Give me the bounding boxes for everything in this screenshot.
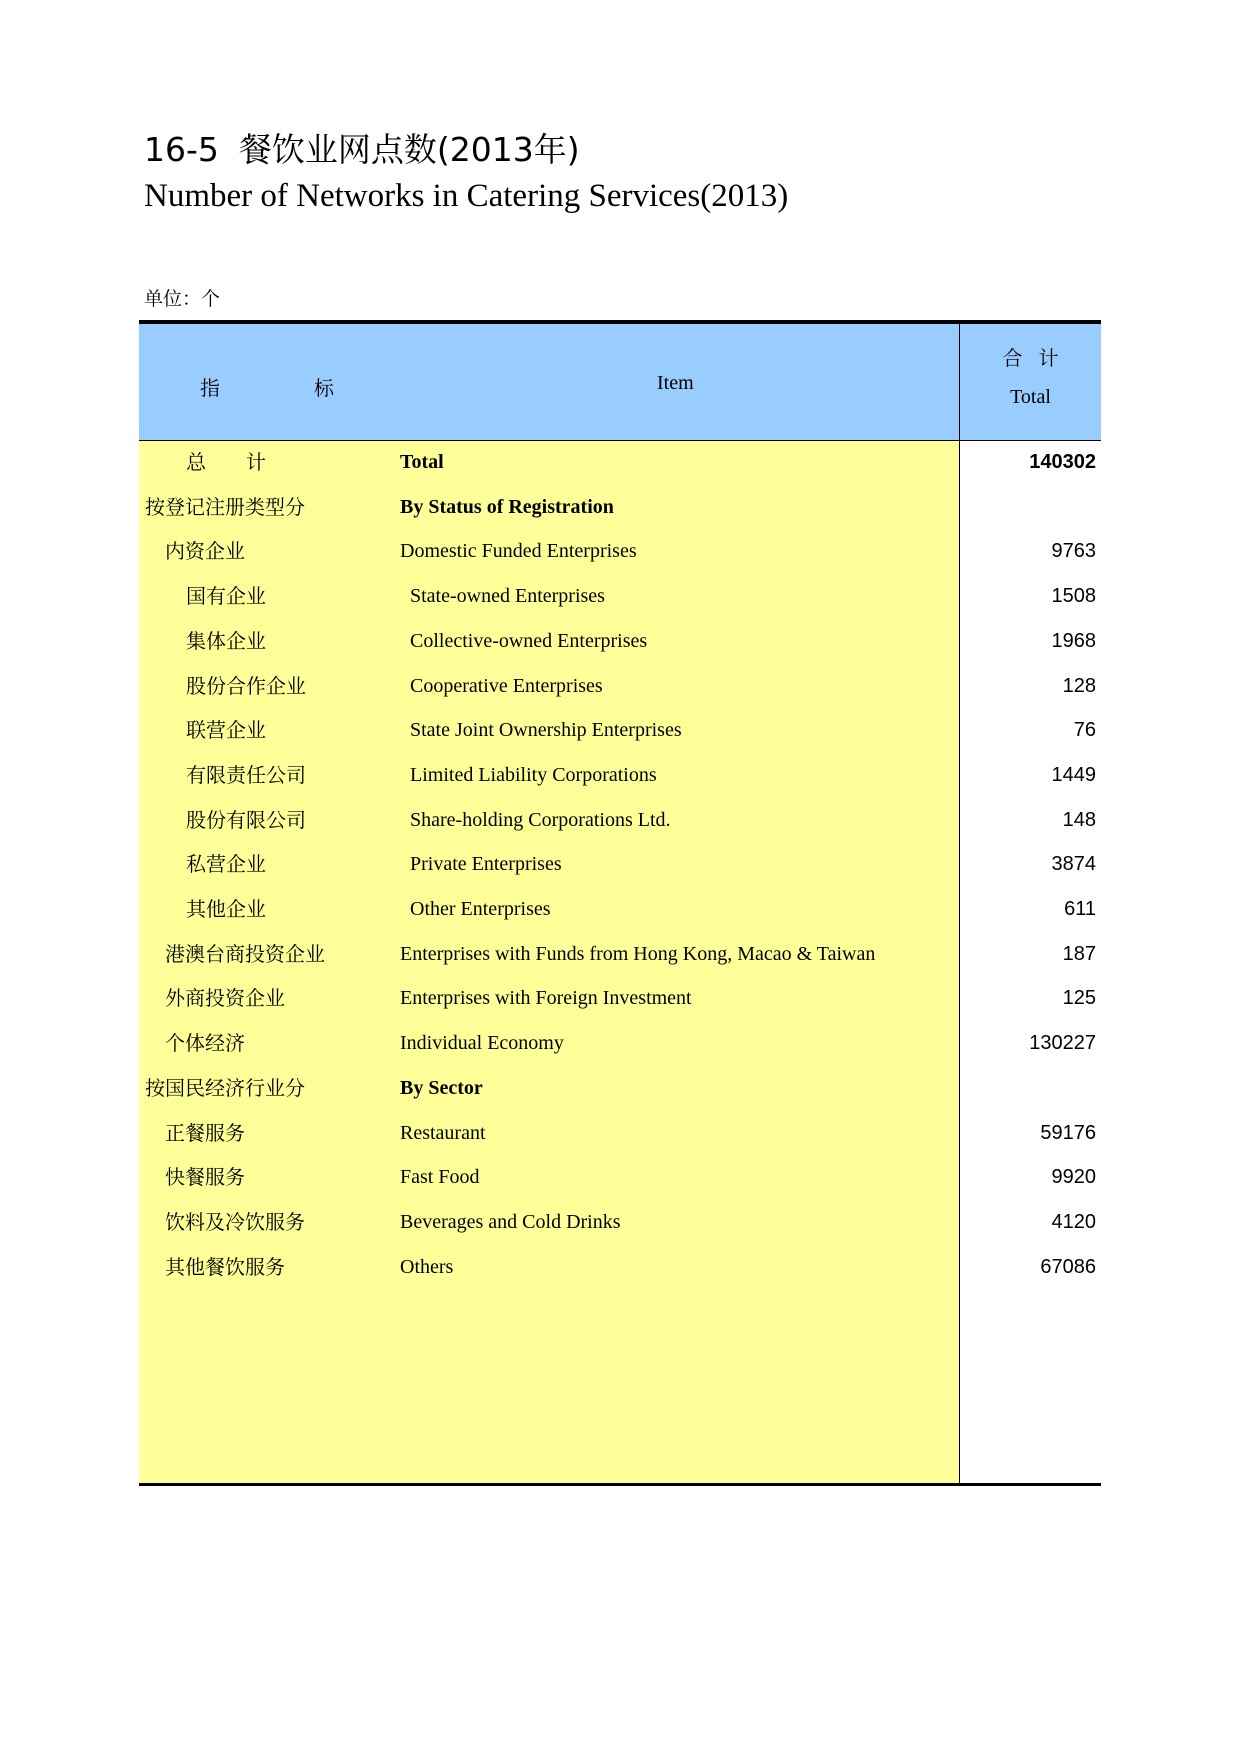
row-label-en: Others bbox=[400, 1255, 454, 1278]
row-value: 130227 bbox=[1029, 1032, 1096, 1055]
row-label-cn: 按登记注册类型分 bbox=[145, 494, 305, 519]
row-label-en: By Sector bbox=[400, 1076, 483, 1099]
header-indicator-cell bbox=[139, 324, 959, 440]
row-value: 1449 bbox=[1051, 763, 1096, 786]
row-label-en: Cooperative Enterprises bbox=[410, 674, 603, 697]
row-label-cn: 股份合作企业 bbox=[186, 673, 306, 698]
row-label-en: Other Enterprises bbox=[410, 898, 551, 920]
row-label-cn: 港澳台商投资企业 bbox=[165, 941, 325, 966]
row-label-en: Limited Liability Corporations bbox=[410, 763, 657, 786]
row-label-en: Private Enterprises bbox=[410, 853, 562, 876]
row-label-cn: 国有企业 bbox=[186, 584, 266, 609]
row-label-en: Collective-owned Enterprises bbox=[410, 629, 648, 652]
title-chinese bbox=[144, 124, 580, 171]
row-value: 9920 bbox=[1051, 1166, 1096, 1189]
data-table bbox=[139, 320, 1101, 1487]
table-row bbox=[139, 1197, 1101, 1247]
row-label-cn: 个体经济 bbox=[165, 1031, 245, 1056]
bottom-rule bbox=[139, 1483, 1101, 1486]
table-row bbox=[139, 1108, 1101, 1158]
row-label-en: Enterprises with Foreign Investment bbox=[400, 987, 692, 1010]
table-number: 16-5 bbox=[144, 130, 219, 169]
row-value: 1508 bbox=[1051, 585, 1096, 608]
title-english: Number of Networks in Catering Services(2013) bbox=[144, 178, 789, 214]
header-total-en: Total bbox=[1010, 386, 1051, 408]
row-value: 4120 bbox=[1051, 1210, 1096, 1233]
row-value: 128 bbox=[1062, 674, 1096, 697]
row-value: 140302 bbox=[1029, 451, 1096, 473]
title-cn-text: 餐饮业网点数(2013年) bbox=[238, 130, 580, 169]
row-label-cn: 内资企业 bbox=[165, 539, 245, 564]
row-label-cn: 有限责任公司 bbox=[186, 762, 306, 787]
row-value: 76 bbox=[1073, 719, 1096, 742]
row-label-en: Restaurant bbox=[400, 1121, 486, 1144]
header-total-cn: 合计 bbox=[1002, 346, 1075, 370]
row-value: 67086 bbox=[1040, 1255, 1096, 1278]
row-value: 187 bbox=[1062, 942, 1096, 965]
row-label-cn: 集体企业 bbox=[186, 628, 266, 653]
table-row bbox=[139, 437, 1101, 487]
row-value: 125 bbox=[1062, 987, 1096, 1010]
row-label-en: Beverages and Cold Drinks bbox=[400, 1210, 621, 1233]
unit-label: 单位：个 bbox=[144, 288, 221, 310]
table-row bbox=[139, 750, 1101, 800]
row-label-cn: 联营企业 bbox=[186, 718, 266, 743]
row-label-cn: 其他餐饮服务 bbox=[165, 1254, 285, 1279]
row-label-en: Fast Food bbox=[400, 1166, 480, 1189]
header-indicator-cn-1: 指 bbox=[200, 376, 220, 400]
table-row bbox=[139, 1242, 1101, 1292]
row-label-cn: 总 计 bbox=[186, 450, 266, 474]
row-label-cn: 其他企业 bbox=[186, 897, 266, 921]
header-total-cell bbox=[960, 324, 1101, 440]
table-row bbox=[139, 1152, 1101, 1202]
row-label-cn: 正餐服务 bbox=[165, 1120, 245, 1145]
row-label-en: State-owned Enterprises bbox=[410, 585, 605, 608]
row-label-en: Total bbox=[400, 451, 444, 473]
row-value: 59176 bbox=[1040, 1121, 1096, 1144]
row-label-cn: 饮料及冷饮服务 bbox=[165, 1209, 305, 1234]
table-row bbox=[139, 884, 1101, 934]
row-value: 1968 bbox=[1051, 629, 1096, 652]
row-label-en: By Status of Registration bbox=[400, 495, 614, 518]
table-row bbox=[139, 526, 1101, 576]
row-value: 3874 bbox=[1051, 853, 1096, 876]
table-row bbox=[139, 616, 1101, 666]
table-row bbox=[139, 482, 1101, 532]
row-label-en: Enterprises with Funds from Hong Kong, Macao & Taiwan bbox=[400, 942, 876, 965]
table-row bbox=[139, 1063, 1101, 1113]
table-row bbox=[139, 571, 1101, 621]
row-value: 148 bbox=[1062, 808, 1096, 831]
row-label-en: Share-holding Corporations Ltd. bbox=[410, 808, 671, 831]
row-label-en: Domestic Funded Enterprises bbox=[400, 540, 637, 563]
header-item-en: Item bbox=[657, 372, 694, 394]
table-row bbox=[139, 973, 1101, 1023]
table-row bbox=[139, 661, 1101, 711]
row-label-cn: 按国民经济行业分 bbox=[145, 1075, 305, 1100]
row-label-cn: 快餐服务 bbox=[165, 1165, 245, 1190]
row-value: 611 bbox=[1064, 898, 1096, 920]
table-row bbox=[139, 795, 1101, 845]
row-value: 9763 bbox=[1051, 540, 1096, 563]
header-indicator-cn-2: 标 bbox=[314, 376, 334, 400]
row-label-en: Individual Economy bbox=[400, 1032, 564, 1055]
table-row bbox=[139, 1018, 1101, 1068]
table-row bbox=[139, 705, 1101, 755]
table-row bbox=[139, 929, 1101, 979]
row-label-cn: 股份有限公司 bbox=[186, 807, 306, 832]
row-label-cn: 私营企业 bbox=[186, 852, 266, 877]
table-row bbox=[139, 839, 1101, 889]
row-label-cn: 外商投资企业 bbox=[165, 986, 285, 1011]
row-label-en: State Joint Ownership Enterprises bbox=[410, 719, 682, 742]
